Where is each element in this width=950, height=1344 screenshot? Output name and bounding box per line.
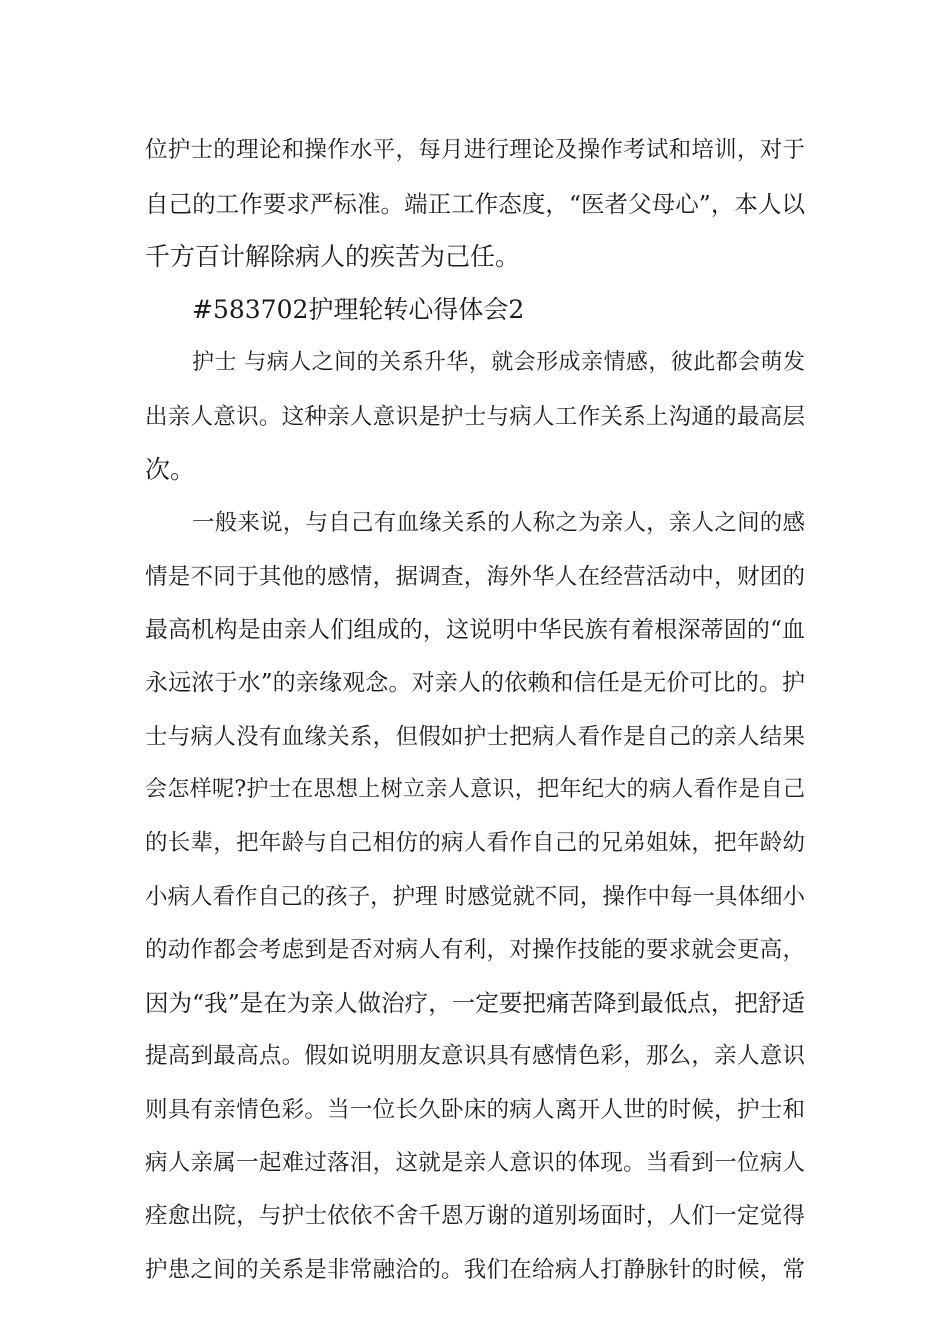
text-line-content: 痊愈出院，与护士依依不舍千恩万谢的道别场面时，人们一定觉得 — [145, 1203, 805, 1229]
text-line-content: 小病人看作自己的孩子，护理 时感觉就不同，操作中每一具体细小 — [145, 884, 805, 910]
text-line-content: 士与病人没有血缘关系，但假如护士把病人看作是自己的亲人结果 — [145, 724, 805, 750]
text-line — [0, 503, 950, 543]
text-line — [0, 397, 950, 437]
text-line — [0, 1250, 950, 1290]
text-line — [0, 557, 950, 597]
text-line — [0, 237, 950, 277]
text-line-content: 的动作都会考虑到是否对病人有利，对操作技能的要求就会更高， — [145, 937, 805, 963]
text-line — [0, 1090, 950, 1130]
text-line-content: 出亲人意识。这种亲人意识是护士与病人工作关系上沟通的最高层 — [145, 404, 805, 430]
text-line — [0, 877, 950, 917]
text-line — [0, 610, 950, 650]
text-line-content: 会怎样呢?护士在思想上树立亲人意识，把年纪大的病人看作是自己 — [145, 777, 805, 802]
text-line-content: 的长辈，把年龄与自己相仿的病人看作自己的兄弟姐妹，把年龄幼 — [145, 830, 805, 856]
section-heading — [0, 290, 950, 330]
text-line — [0, 1036, 950, 1076]
text-line-content: 自己的工作要求严标准。端正工作态度，“医者父母心”，本人以 — [145, 190, 805, 218]
text-line-content: 护患之间的关系是非常融洽的。我们在给病人打静脉针的时候，常 — [145, 1257, 805, 1283]
text-line — [0, 983, 950, 1023]
text-line-content: 次。 — [145, 455, 196, 484]
text-line-content: 最高机构是由亲人们组成的，这说明中华民族有着根深蒂固的“血 — [145, 617, 805, 643]
text-line — [0, 770, 950, 810]
text-line-content: 千方百计解除病人的疾苦为己任。 — [145, 242, 521, 271]
text-line — [0, 663, 950, 703]
text-line-content: 病人亲属一起难过落泪，这就是亲人意识的体现。当看到一位病人 — [145, 1150, 805, 1176]
text-line-content: 则具有亲情色彩。当一位长久卧床的病人离开人世的时候，护士和 — [145, 1097, 805, 1123]
text-line — [0, 343, 950, 383]
text-line-content: 永远浓于水”的亲缘观念。对亲人的依赖和信任是无价可比的。护 — [145, 670, 805, 696]
text-line — [0, 930, 950, 970]
text-line-content: 位护士的理论和操作水平，每月进行理论及操作考试和培训，对于 — [145, 137, 805, 163]
section-heading-text: #583702护理轮转心得体会2 — [192, 295, 525, 324]
text-line — [0, 717, 950, 757]
text-line — [0, 1196, 950, 1236]
text-line-content: 提高到最高点。假如说明朋友意识具有感情色彩，那么，亲人意识 — [145, 1043, 805, 1069]
text-line-content: 情是不同于其他的感情，据调查，海外华人在经营活动中，财团的 — [145, 564, 805, 590]
text-line-content: 因为“我”是在为亲人做治疗，一定要把痛苦降到最低点，把舒适 — [145, 989, 805, 1017]
text-line-content: 一般来说，与自己有血缘关系的人称之为亲人，亲人之间的感 — [192, 510, 805, 536]
text-line — [0, 1143, 950, 1183]
text-line — [0, 130, 950, 170]
text-line-content: 护士 与病人之间的关系升华，就会形成亲情感，彼此都会萌发 — [192, 350, 805, 375]
text-line — [0, 184, 950, 224]
text-line — [0, 450, 950, 490]
text-line — [0, 823, 950, 863]
